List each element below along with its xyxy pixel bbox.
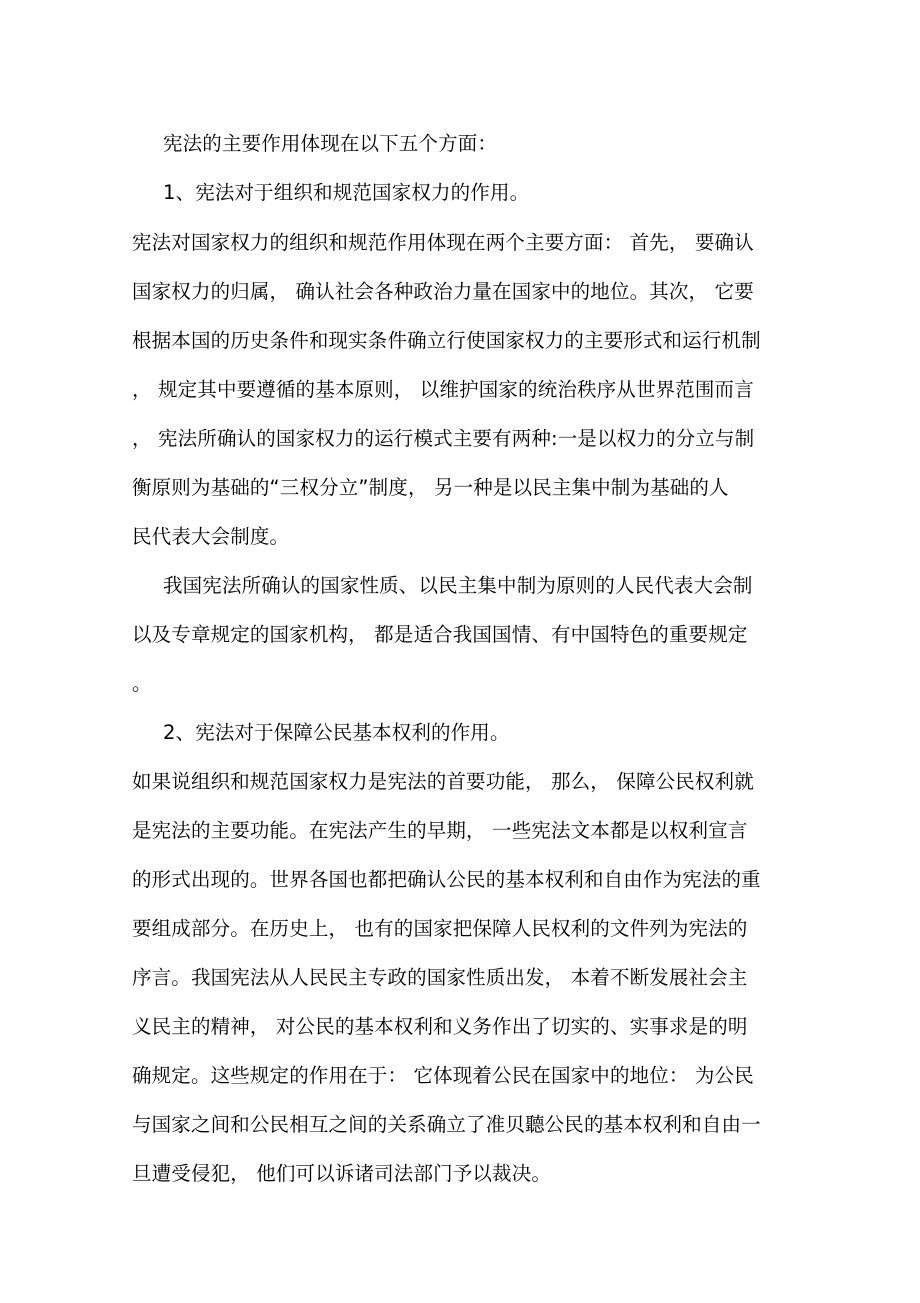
text-line: 序言。我国宪法从人民民主专政的国家性质出发， 本着不断发展社会主 [132,966,748,989]
text-line: 与国家之间和公民相互之间的关系确立了准贝聽公民的基本权利和自由一 [132,1113,761,1136]
text-line: 根据本国的历史条件和现实条件确立行使国家权力的主要形式和运行机制 [132,329,761,352]
text-line: ， 宪法所确认的国家权力的运行模式主要有两种:一是以权力的分立与制 [132,427,755,450]
text-line: 义民主的精神， 对公民的基本权利和义务作出了切实的、实事求是的明 [132,1015,748,1038]
text-line: 。 [132,672,152,695]
text-line: 确规定。这些规定的作用在于： 它体现着公民在国家中的地位： 为公民 [132,1064,754,1087]
text-line: 要组成部分。在历史上， 也有的国家把保障人民权利的文件列为宪法的 [132,917,748,940]
text-line: 的形式出现的。世界各国也都把确认公民的基本权利和自由作为宪法的重 [132,868,761,891]
text-line: 旦遭受侵犯， 他们可以诉诸司法部门予以裁决。 [132,1162,551,1185]
text-line: 宪法对国家权力的组织和规范作用体现在两个主要方面： 首先， 要确认 [132,231,754,254]
section-heading-1: 1、宪法对于组织和规范国家权力的作用。 [163,181,530,204]
text-line: ， 规定其中要遵循的基本原则， 以维护国家的统治秩序从世界范围而言 [132,378,754,401]
text-line: 我国宪法所确认的国家性质、以民主集中制为原则的人民代表大会制 [163,574,753,597]
section-heading-2: 2、宪法对于保障公民基本权利的作用。 [163,721,510,744]
text-line: 衡原则为基础的“三权分立”制度， 另一种是以民主集中制为基础的人 [132,476,729,499]
text-line: 如果说组织和规范国家权力是宪法的首要功能， 那么， 保障公民权利就 [132,770,754,793]
text-line: 以及专章规定的国家机构， 都是适合我国国情、有中国特色的重要规定 [132,623,748,646]
heading-line: 宪法的主要作用体现在以下五个方面： [163,132,498,155]
text-line: 是宪法的主要功能。在宪法产生的早期， 一些宪法文本都是以权利宣言 [132,819,748,842]
text-line: 国家权力的归属， 确认社会各种政治力量在国家中的地位。其次， 它要 [132,280,754,303]
text-line: 民代表大会制度。 [132,525,290,548]
